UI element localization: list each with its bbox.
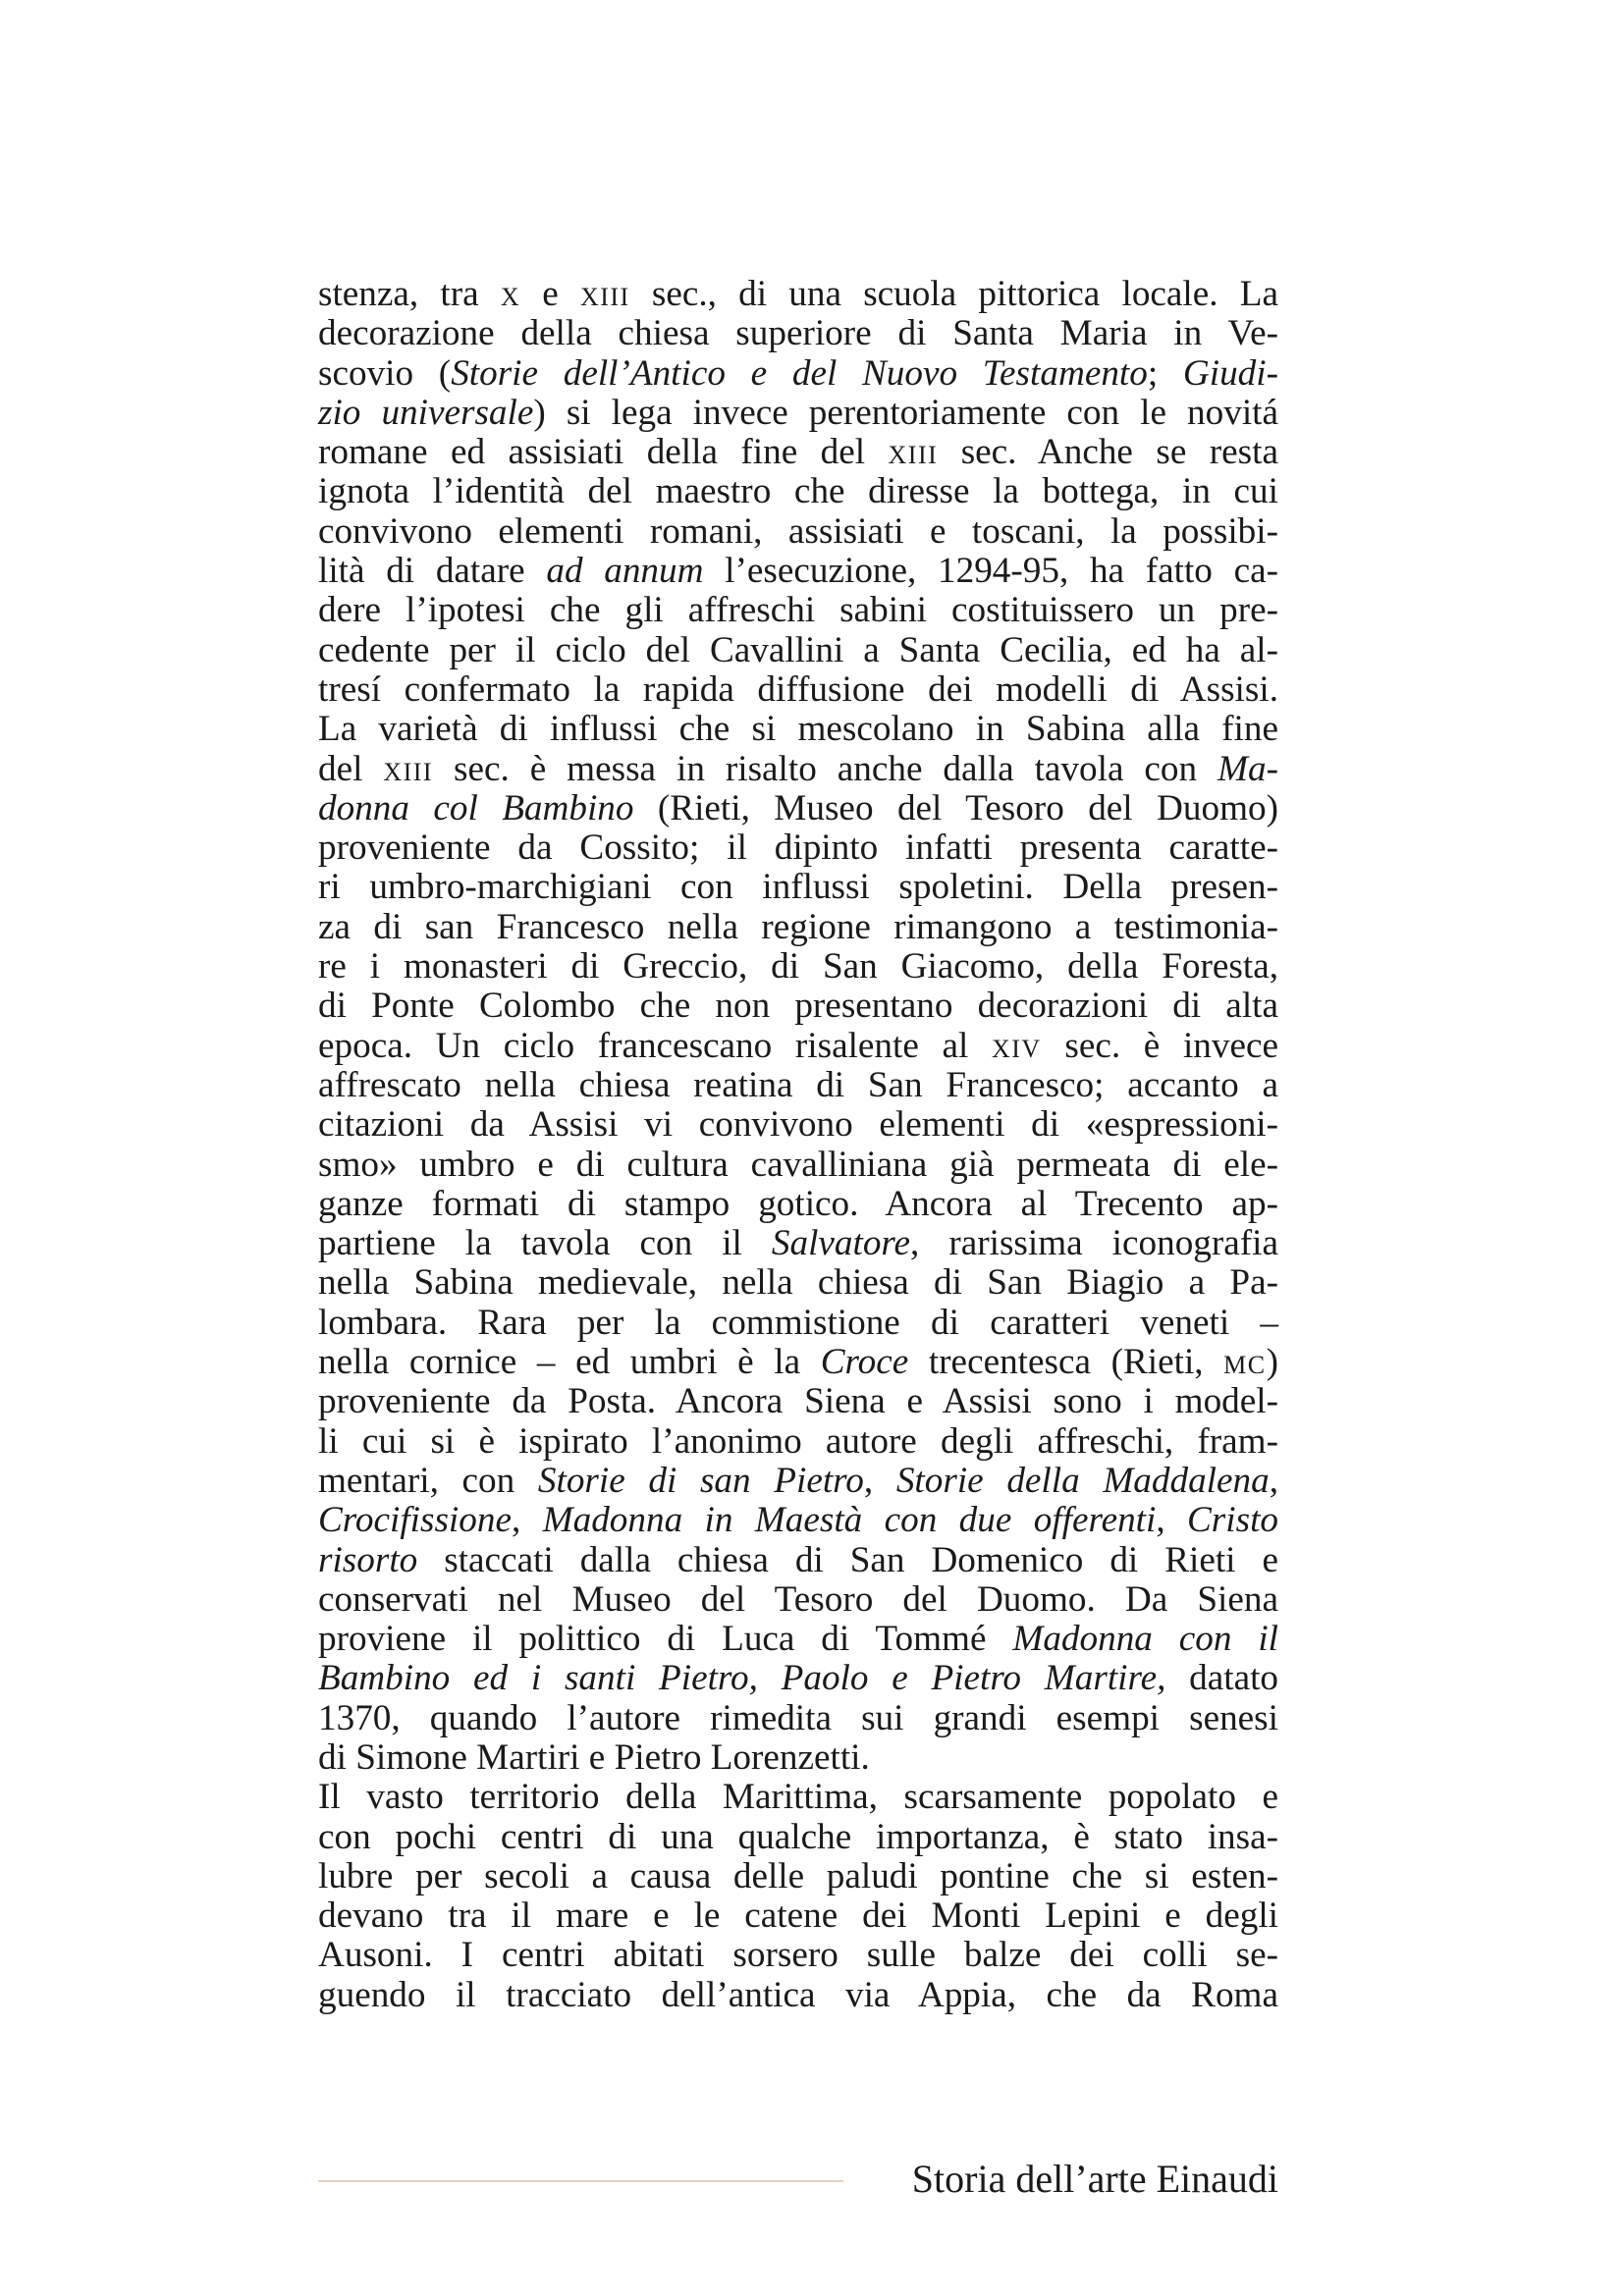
text-run: sec. è invece [1041, 1025, 1278, 1066]
text-run: con pochi centri di una qualche importanza, è stato insa- [318, 1816, 1278, 1857]
text-run: conservati nel Museo del Tesoro del Duomo. Da Siena [318, 1578, 1278, 1620]
text-line [318, 828, 1278, 868]
italic-title: Madonna con il [1012, 1619, 1278, 1660]
italic-title: Storie dell’Antico e del Nuovo Testamento [451, 352, 1148, 394]
italic-title: Storie della Maddalena [895, 1460, 1270, 1501]
small-caps-numeral: x [500, 274, 521, 314]
text-line [318, 1896, 1278, 1936]
text-run: mentari, con [318, 1460, 538, 1501]
text-line [318, 314, 1278, 353]
text-run: stenza, tra [318, 274, 501, 314]
text-run: smo» umbro e di cultura cavalliniana già permeata di ele- [318, 1144, 1278, 1185]
text-line [318, 472, 1278, 511]
text-line [318, 750, 1278, 789]
italic-title: risorto [318, 1539, 418, 1580]
text-run: staccati dalla chiesa di San Domenico di Rieti e [417, 1539, 1278, 1580]
text-run: decorazione della chiesa superiore di Santa Maria in Ve- [318, 313, 1278, 354]
text-line [318, 1620, 1278, 1659]
text-run: proveniente da Posta. Ancora Siena e Assisi sono i model- [318, 1381, 1278, 1422]
small-caps-numeral: xiii [383, 748, 434, 789]
text-line [318, 552, 1278, 591]
text-line [318, 1304, 1278, 1343]
text-run: ri umbro-marchigiani con influssi spoletini. Della presen- [318, 867, 1278, 908]
text-run: lubre per secoli a causa delle paludi pontine che si esten- [318, 1855, 1278, 1896]
text-line [318, 1382, 1278, 1421]
italic-title: Cristo [1187, 1500, 1279, 1541]
text-line [318, 789, 1278, 828]
text-run: devano tra il mare e le catene dei Monti Lepini e degli [318, 1896, 1278, 1937]
text-run: (Rieti, Museo del Tesoro del Duomo) [633, 787, 1278, 828]
text-run: romane ed assisiati della fine del [318, 432, 889, 473]
text-line [318, 1185, 1278, 1224]
text-run: datato [1165, 1658, 1278, 1699]
small-caps-numeral: mc [1223, 1342, 1267, 1383]
italic-title: Crocifissione [318, 1500, 512, 1541]
text-line [318, 987, 1278, 1026]
text-line [318, 1778, 1278, 1817]
text-run: cedente per il ciclo del Cavallini a Santa Cecilia, ed ha al- [318, 629, 1278, 670]
text-run: scovio ( [318, 352, 452, 394]
text-line [318, 670, 1278, 710]
text-run: ; [1147, 352, 1183, 394]
italic-title: Giudi- [1182, 352, 1278, 394]
text-line [318, 631, 1278, 670]
text-run: epoca. Un ciclo francescano risalente al [318, 1025, 993, 1066]
italic-title: Ma- [1217, 748, 1278, 789]
text-line [318, 1027, 1278, 1066]
italic-title: zio universale [318, 392, 534, 433]
text-run: , rarissima iconografia [910, 1223, 1279, 1264]
text-run: trecentesca (Rieti, [908, 1342, 1224, 1383]
text-line [318, 1343, 1278, 1382]
text-run: dere l’ipotesi che gli affreschi sabini costituissero un pre- [318, 590, 1278, 631]
text-line [318, 1936, 1278, 1975]
text-line [318, 1699, 1278, 1738]
text-run: convivono elementi romani, assisiati e toscani, la possibi- [318, 510, 1278, 552]
text-line [318, 1501, 1278, 1540]
italic-title: Bambino ed i santi Pietro, Paolo e Pietro Martire, [318, 1658, 1166, 1699]
text-run: affrescato nella chiesa reatina di San Francesco; accanto a [318, 1064, 1278, 1105]
text-run: proveniente da Cossito; il dipinto infatti presenta caratte- [318, 828, 1278, 869]
text-line [318, 1659, 1278, 1698]
text-run: re i monasteri di Greccio, di San Giacomo, della Foresta, [318, 946, 1278, 988]
text-run: za di san Francesco nella regione rimangono a testimonia- [318, 906, 1278, 947]
text-line [318, 591, 1278, 630]
text-line [318, 1580, 1278, 1620]
text-run: , [863, 1460, 896, 1501]
text-line [318, 908, 1278, 947]
italic-title: Madonna in Maestà con due offerenti [542, 1500, 1157, 1541]
text-run: , [1156, 1500, 1187, 1541]
footer-title: Storia dell’arte Einaudi [911, 2157, 1278, 2201]
text-line [318, 354, 1278, 394]
text-line [318, 433, 1278, 472]
text-run: La varietà di influssi che si mescolano in Sabina alla fine [318, 709, 1278, 750]
text-run: l’esecuzione, 1294-95, ha fatto ca- [703, 551, 1278, 592]
italic-title: donna col Bambino [318, 787, 634, 828]
body-text [318, 275, 1278, 2015]
italic-title: Storie di san Pietro [537, 1460, 864, 1501]
text-run: sec., di una scuola pittorica locale. La [629, 274, 1278, 314]
text-run: citazioni da Assisi vi convivono elementi di «espressioni- [318, 1104, 1278, 1146]
text-line [318, 1818, 1278, 1857]
text-run: ganze formati di stampo gotico. Ancora al Trecento ap- [318, 1183, 1278, 1224]
text-line [318, 1066, 1278, 1105]
text-run: li cui si è ispirato l’anonimo autore degli affreschi, fram- [318, 1420, 1278, 1462]
text-run: sec. è messa in risalto anche dalla tavola con [433, 748, 1218, 789]
text-run: partiene la tavola con il [318, 1223, 772, 1264]
text-line [318, 1224, 1278, 1263]
text-line [318, 947, 1278, 987]
text-run: di Ponte Colombo che non presentano decorazioni di alta [318, 986, 1278, 1027]
text-run: , [511, 1500, 543, 1541]
text-run: lità di datare [318, 551, 547, 592]
small-caps-numeral: xiii [888, 432, 939, 473]
text-run: lombara. Rara per la commistione di caratteri veneti – [318, 1302, 1278, 1343]
text-line [318, 1462, 1278, 1501]
footer-rule [318, 2180, 843, 2182]
text-run: proviene il polittico di Luca di Tommé [318, 1619, 1013, 1660]
text-run: ignota l’identità del maestro che diresse la bottega, in cui [318, 471, 1278, 512]
text-line [318, 868, 1278, 907]
text-run: nella Sabina medievale, nella chiesa di San Biagio a Pa- [318, 1262, 1278, 1304]
text-run: di Simone Martiri e Pietro Lorenzetti. [318, 1736, 870, 1778]
italic-title: Croce [820, 1342, 909, 1383]
text-line [318, 1263, 1278, 1303]
text-line [318, 275, 1278, 314]
text-run: sec. Anche se resta [938, 432, 1278, 473]
text-line [318, 394, 1278, 433]
text-run: del [318, 748, 384, 789]
text-line [318, 710, 1278, 749]
text-run: guendo il tracciato dell’antica via Appia, che da Roma [318, 1974, 1278, 2015]
text-line [318, 1857, 1278, 1896]
small-caps-numeral: xiv [992, 1025, 1042, 1066]
italic-title: Salvatore [771, 1223, 911, 1264]
text-run: ) [1266, 1342, 1278, 1383]
text-line [318, 1105, 1278, 1145]
text-run: 1370, quando l’autore rimedita sui grandi esempi senesi [318, 1697, 1278, 1738]
text-line [318, 1422, 1278, 1462]
text-line [318, 1738, 1278, 1778]
text-run: ) si lega invece perentoriamente con le novitá [533, 392, 1279, 433]
text-line [318, 512, 1278, 552]
text-run: Ausoni. I centri abitati sorsero sulle balze dei colli se- [318, 1935, 1278, 1976]
text-line [318, 1976, 1278, 2015]
text-run: , [1269, 1460, 1279, 1501]
text-run: Il vasto territorio della Marittima, scarsamente popolato e [318, 1777, 1278, 1818]
small-caps-numeral: xiii [580, 274, 630, 314]
text-run: nella cornice – ed umbri è la [318, 1342, 821, 1383]
text-run: tresí confermato la rapida diffusione dei modelli di Assisi. [318, 668, 1278, 710]
italic-title: ad annum [546, 551, 704, 592]
text-line [318, 1541, 1278, 1580]
text-line [318, 1146, 1278, 1185]
text-run: e [520, 274, 580, 314]
